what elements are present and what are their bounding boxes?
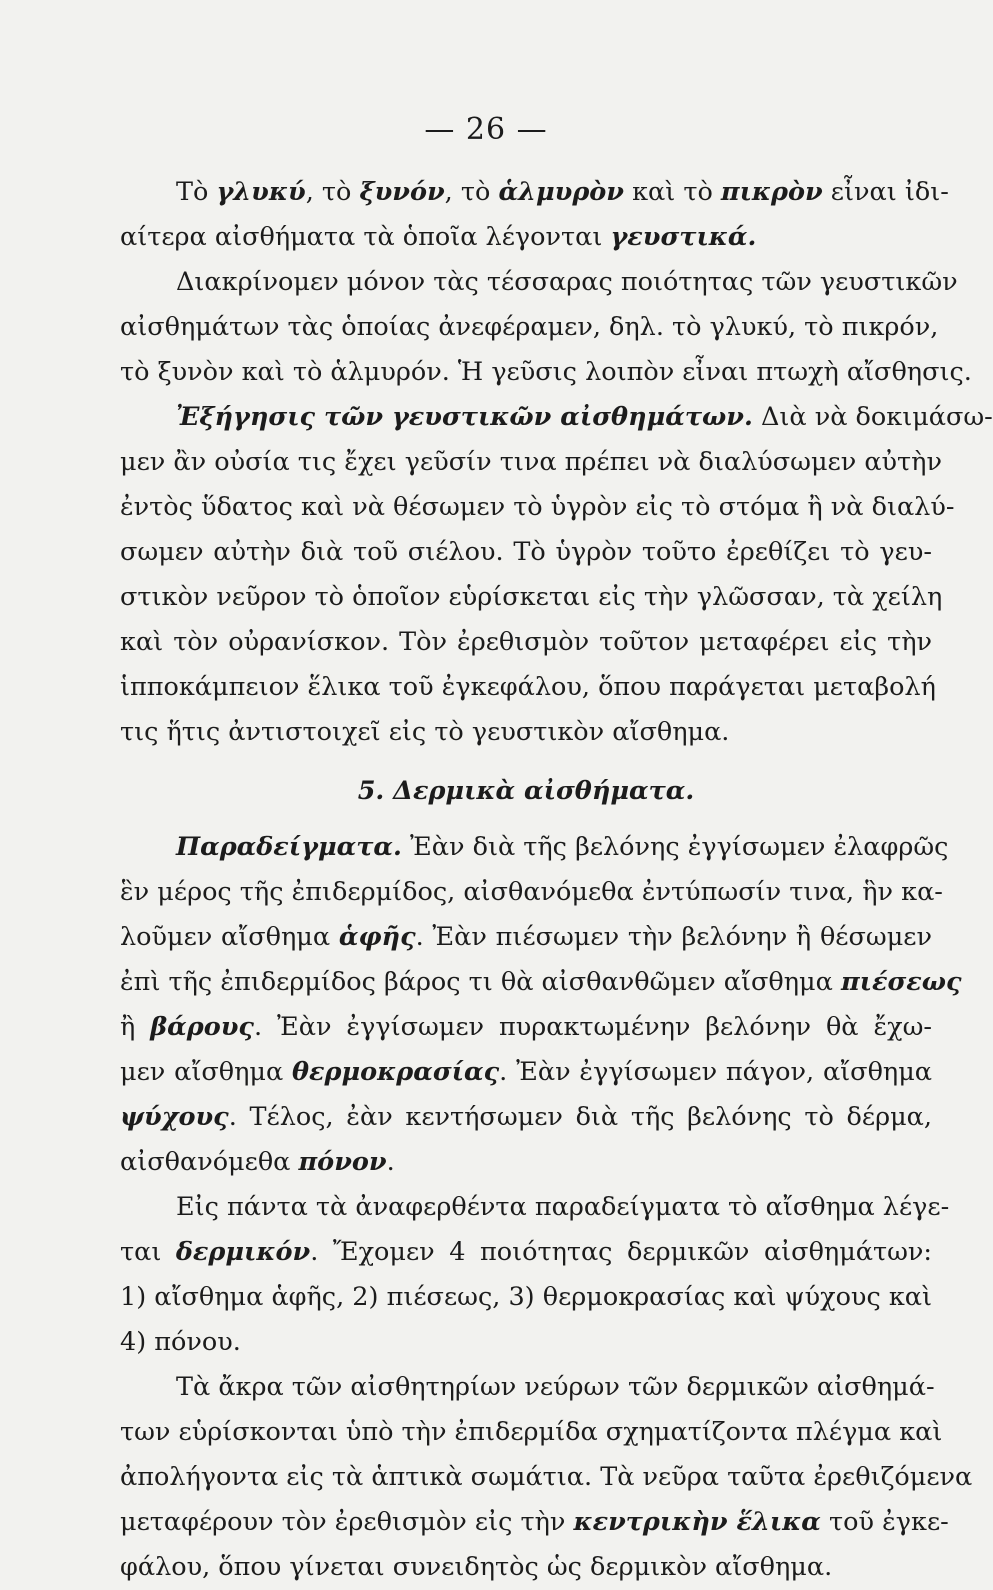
text-line: στικὸν νεῦρον τὸ ὁποῖον εὑρίσκεται εἰς τὴν γλῶσσαν, τὰ χείλη bbox=[120, 582, 943, 612]
text-line: ται δερμικόν. Ἔχομεν 4 ποιότητας δερμικῶν αἰσθημάτων: bbox=[120, 1237, 932, 1267]
text-line: αἰσθημάτων τὰς ὁποίας ἀνεφέραμεν, δηλ. τὸ γλυκύ, τὸ πικρόν, bbox=[120, 312, 939, 342]
text-line: 1) αἴσθημα ἁφῆς, 2) πιέσεως, 3) θερμοκρασίας καὶ ψύχους καὶ bbox=[120, 1282, 932, 1312]
text-line: φάλου, ὅπου γίνεται συνειδητὸς ὡς δερμικὸν αἴσθημα. bbox=[120, 1552, 833, 1582]
text-line: 4) πόνου. bbox=[120, 1327, 241, 1357]
text-line: σωμεν αὐτὴν διὰ τοῦ σιέλου. Τὸ ὑγρὸν τοῦτο ἐρεθίζει τὸ γευ- bbox=[120, 537, 932, 567]
text-line: ἀπολήγοντα εἰς τὰ ἁπτικὰ σωμάτια. Τὰ νεῦρα ταῦτα ἐρεθιζόμενα bbox=[120, 1462, 973, 1492]
text-line: ἓν μέρος τῆς ἐπιδερμίδος, αἰσθανόμεθα ἐντύπωσίν τινα, ἣν κα- bbox=[120, 877, 943, 907]
page-body bbox=[120, 170, 993, 1590]
text-line: Εἰς πάντα τὰ ἀναφερθέντα παραδείγματα τὸ αἴσθημα λέγε- bbox=[176, 1192, 950, 1222]
paragraph-2 bbox=[120, 260, 972, 395]
text-line: καὶ τὸν οὐρανίσκον. Τὸν ἐρεθισμὸν τοῦτον μεταφέρει εἰς τὴν bbox=[120, 627, 932, 657]
paragraph-1 bbox=[120, 170, 949, 260]
text-line: Παραδείγματα. Ἐὰν διὰ τῆς βελόνης ἐγγίσωμεν ἐλαφρῶς bbox=[176, 832, 949, 862]
text-line: των εὑρίσκονται ὑπὸ τὴν ἐπιδερμίδα σχηματίζοντα πλέγμα καὶ bbox=[120, 1417, 943, 1447]
text-line: μεν ἂν οὐσία τις ἔχει γεῦσίν τινα πρέπει νὰ διαλύσωμεν αὐτὴν bbox=[120, 447, 942, 477]
paragraph-5 bbox=[120, 1185, 950, 1365]
paragraph-4 bbox=[120, 825, 962, 1185]
section-heading: 5. Δερμικὰ αἰσθήματα. bbox=[357, 776, 695, 806]
text-line: μεταφέρουν τὸν ἐρεθισμὸν εἰς τὴν κεντρικὴν ἕλικα τοῦ ἐγκε- bbox=[120, 1507, 949, 1537]
text-line: τὸ ξυνὸν καὶ τὸ ἁλμυρόν. Ἡ γεῦσις λοιπὸν εἶναι πτωχὴ αἴσθησις. bbox=[120, 357, 972, 387]
text-line: ἢ βάρους. Ἐὰν ἐγγίσωμεν πυρακτωμένην βελόνην θὰ ἔχω- bbox=[120, 1012, 932, 1042]
text-line: ἐντὸς ὕδατος καὶ νὰ θέσωμεν τὸ ὑγρὸν εἰς τὸ στόμα ἢ νὰ διαλύ- bbox=[120, 492, 955, 522]
text-line: Ἐξήγησις τῶν γευστικῶν αἰσθημάτων. Διὰ νὰ δοκιμάσω- bbox=[176, 402, 993, 432]
text-line: αίτερα αἰσθήματα τὰ ὁποῖα λέγονται γευστικά. bbox=[120, 222, 757, 252]
text-line: ἐπὶ τῆς ἐπιδερμίδος βάρος τι θὰ αἰσθανθῶμεν αἴσθημα πιέσεως bbox=[120, 967, 962, 997]
text-line: Διακρίνομεν μόνον τὰς τέσσαρας ποιότητας τῶν γευστικῶν bbox=[176, 267, 958, 297]
text-line: ἱπποκάμπειον ἕλικα τοῦ ἐγκεφάλου, ὅπου παράγεται μεταβολή bbox=[120, 672, 936, 702]
text-line: τις ἥτις ἀντιστοιχεῖ εἰς τὸ γευστικὸν αἴσθημα. bbox=[120, 717, 730, 747]
text-line: Τὰ ἄκρα τῶν αἰσθητηρίων νεύρων τῶν δερμικῶν αἰσθημά- bbox=[176, 1372, 935, 1402]
paragraph-3 bbox=[120, 395, 993, 755]
text-line: ψύχους. Τέλος, ἐὰν κεντήσωμεν διὰ τῆς βελόνης τὸ δέρμα, bbox=[120, 1102, 932, 1132]
text-line: αἰσθανόμεθα πόνον. bbox=[120, 1147, 395, 1177]
paragraph-6 bbox=[120, 1365, 973, 1590]
text-line: Τὸ γλυκύ, τὸ ξυνόν, τὸ ἁλμυρὸν καὶ τὸ πικρὸν εἶναι ἰδι- bbox=[176, 177, 949, 207]
text-line: λοῦμεν αἴσθημα ἁφῆς. Ἐὰν πιέσωμεν τὴν βελόνην ἢ θέσωμεν bbox=[120, 922, 932, 952]
text-line: μεν αἴσθημα θερμοκρασίας. Ἐὰν ἐγγίσωμεν πάγον, αἴσθημα bbox=[120, 1057, 932, 1087]
page-number: — 26 — bbox=[424, 112, 548, 147]
